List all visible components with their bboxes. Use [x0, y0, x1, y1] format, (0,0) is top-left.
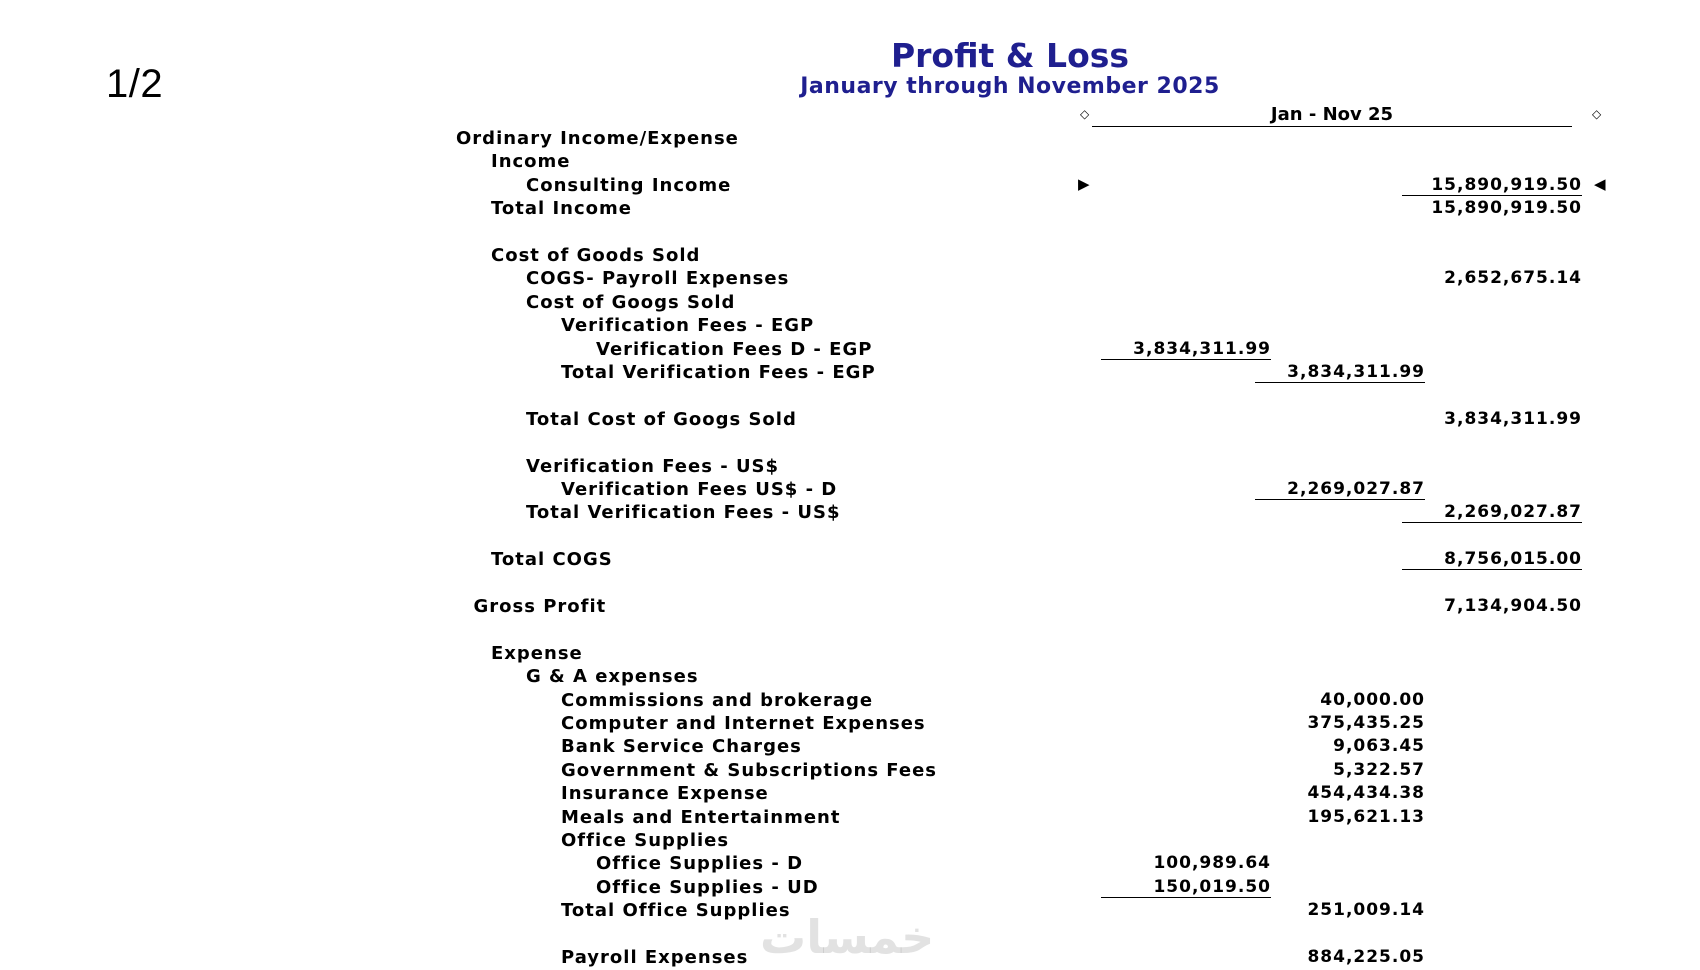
row-pointer-left-icon: ◀ — [1594, 174, 1607, 193]
report-row[interactable] — [0, 128, 1700, 150]
row-label: Meals and Entertainment — [561, 806, 841, 828]
row-label: Cost of Googs Sold — [526, 291, 736, 313]
report-row[interactable] — [0, 151, 1700, 173]
column-resize-handle-right[interactable]: ◇ — [1592, 107, 1602, 121]
row-label: Total COGS — [491, 549, 613, 571]
row-amount-col3[interactable]: 8,756,015.00 — [1402, 549, 1582, 570]
report-row[interactable] — [0, 479, 1700, 501]
row-label: Total Verification Fees - EGP — [561, 362, 876, 383]
row-amount-col2[interactable]: 375,435.25 — [1307, 713, 1425, 733]
report-row[interactable] — [0, 409, 1700, 431]
row-amount-col2[interactable]: 3,834,311.99 — [1255, 362, 1425, 383]
row-label: Income — [491, 151, 571, 173]
column-header-label: Jan - Nov 25 — [1270, 104, 1394, 125]
row-amount-col3[interactable]: 2,652,675.14 — [1444, 268, 1582, 289]
row-label: Office Supplies - UD — [596, 876, 819, 898]
row-label: Insurance Expense — [561, 783, 769, 805]
row-label: Total Income — [491, 198, 632, 220]
row-label: Commissions and brokerage — [561, 689, 874, 711]
row-amount-col2[interactable]: 195,621.13 — [1307, 806, 1425, 827]
report-row[interactable] — [0, 596, 1700, 618]
column-header[interactable] — [1092, 104, 1572, 128]
report-row[interactable] — [0, 175, 1700, 197]
report-row[interactable] — [0, 877, 1700, 899]
report-spacer-row — [0, 526, 1700, 548]
row-amount-col3[interactable]: 2,269,027.87 — [1402, 502, 1582, 523]
column-resize-handle-left[interactable]: ◇ — [1080, 107, 1090, 121]
report-row[interactable] — [0, 198, 1700, 220]
row-label: Gross Profit — [473, 596, 607, 617]
report-spacer-row — [0, 432, 1700, 454]
row-amount-col1[interactable]: 3,834,311.99 — [1101, 339, 1271, 360]
row-label: G & A expenses — [526, 666, 699, 688]
report-row[interactable] — [0, 245, 1700, 267]
report-row[interactable] — [0, 549, 1700, 571]
page-indicator: 1/2 — [106, 62, 164, 106]
row-label: Verification Fees - EGP — [561, 315, 815, 337]
row-label: Verification Fees US$ - D — [561, 479, 838, 500]
row-label: Government & Subscriptions Fees — [561, 759, 937, 781]
report-row[interactable] — [0, 268, 1700, 290]
report-row[interactable] — [0, 853, 1700, 875]
report-row[interactable] — [0, 362, 1700, 384]
report-spacer-row — [0, 619, 1700, 641]
row-label: Total Cost of Googs Sold — [526, 408, 797, 430]
row-label: Consulting Income — [526, 174, 732, 196]
report-row[interactable] — [0, 456, 1700, 478]
report-spacer-row — [0, 385, 1700, 407]
row-amount-col2[interactable]: 2,269,027.87 — [1255, 479, 1425, 500]
row-amount-col2[interactable]: 454,434.38 — [1307, 783, 1425, 804]
row-label: Verification Fees D - EGP — [596, 338, 873, 360]
row-label: Payroll Expenses — [561, 947, 749, 968]
row-amount-col2[interactable]: 884,225.05 — [1307, 947, 1425, 967]
report-row[interactable] — [0, 315, 1700, 337]
row-amount-col3[interactable]: 3,834,311.99 — [1444, 408, 1582, 429]
column-header-underline — [1092, 126, 1572, 127]
report-row[interactable] — [0, 713, 1700, 735]
row-label: Ordinary Income/Expense — [456, 128, 739, 149]
watermark-logo: خمسات — [760, 910, 935, 964]
row-amount-col2[interactable]: 251,009.14 — [1307, 900, 1425, 921]
report-row[interactable] — [0, 783, 1700, 805]
row-label: Bank Service Charges — [561, 736, 802, 758]
report-spacer-row — [0, 222, 1700, 244]
report-row[interactable] — [0, 502, 1700, 524]
row-label: Computer and Internet Expenses — [561, 713, 926, 734]
report-subtitle: January through November 2025 — [800, 74, 1220, 99]
report-row[interactable] — [0, 736, 1700, 758]
row-amount-col2[interactable]: 5,322.57 — [1333, 759, 1425, 780]
report-row[interactable] — [0, 760, 1700, 782]
report-row[interactable] — [0, 807, 1700, 829]
row-label: Office Supplies — [561, 830, 730, 851]
row-label: COGS- Payroll Expenses — [526, 268, 790, 290]
report-title: Profit & Loss — [890, 36, 1130, 75]
row-amount-col3[interactable]: 15,890,919.50 — [1402, 175, 1582, 196]
row-label: Total Office Supplies — [561, 900, 791, 922]
row-amount-col3[interactable]: 7,134,904.50 — [1444, 596, 1582, 616]
row-amount-col2[interactable]: 9,063.45 — [1333, 736, 1425, 757]
report-row[interactable] — [0, 690, 1700, 712]
report-row[interactable] — [0, 292, 1700, 314]
row-label: Verification Fees - US$ — [526, 455, 780, 477]
row-pointer-right-icon: ▶ — [1078, 174, 1091, 193]
row-label: Expense — [491, 642, 583, 664]
row-label: Cost of Goods Sold — [491, 245, 701, 266]
report-row[interactable] — [0, 830, 1700, 852]
report-row[interactable] — [0, 339, 1700, 361]
row-amount-col2[interactable]: 40,000.00 — [1320, 689, 1425, 710]
report-row[interactable] — [0, 666, 1700, 688]
row-amount-col1[interactable]: 150,019.50 — [1101, 877, 1271, 898]
report-spacer-row — [0, 573, 1700, 595]
report-row[interactable] — [0, 643, 1700, 665]
row-amount-col1[interactable]: 100,989.64 — [1153, 853, 1271, 874]
row-label: Office Supplies - D — [596, 853, 804, 875]
row-label: Total Verification Fees - US$ — [526, 502, 841, 524]
row-amount-col3[interactable]: 15,890,919.50 — [1431, 198, 1582, 219]
